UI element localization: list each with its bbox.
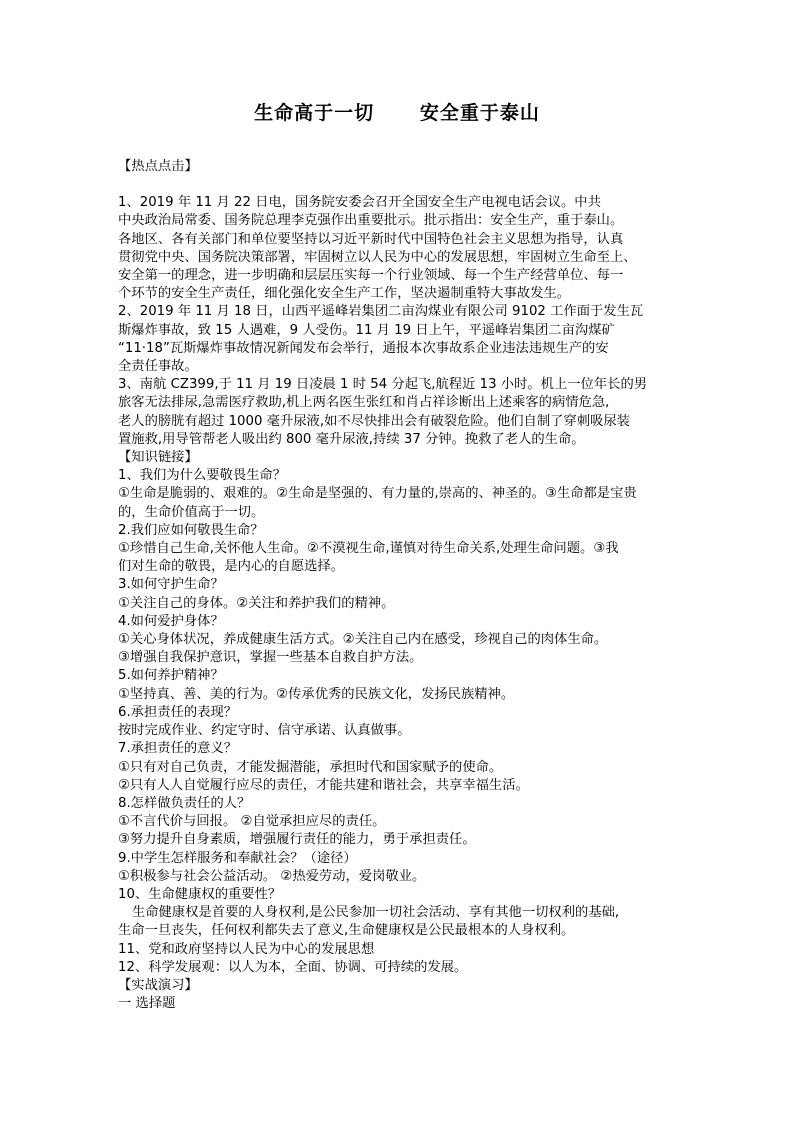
section-heading-practice: 【实战演习】 <box>118 977 198 993</box>
document-body <box>118 158 698 1013</box>
knowledge-line: 们对生命的敬畏，是内心的自愿选择。 <box>118 559 345 575</box>
knowledge-line: 3.如何守护生命？ <box>118 577 224 593</box>
knowledge-line: ①珍惜自己生命,关怀他人生命。②不漠视生命,谨慎对待生命关系,处理生命问题。③我 <box>118 541 619 557</box>
knowledge-line: 5.如何养护精神？ <box>118 668 224 684</box>
hot-line: “11·18”瓦斯爆炸事故情况新闻发布会举行，通报本次事故系企业违法违规生产的安 <box>118 340 609 356</box>
knowledge-line: 的，生命价值高于一切。 <box>118 504 265 520</box>
hot-line: 置施救,用导管帮老人吸出约 800 毫升尿液,持续 37 分钟。挽救了老人的生命。 <box>118 431 585 447</box>
knowledge-line: ③努力提升自身素质，增强履行责任的能力，勇于承担责任。 <box>118 832 476 848</box>
knowledge-line: 9.中学生怎样服务和奉献社会？（途径） <box>118 850 357 866</box>
knowledge-line: ③增强自我保护意识，掌握一些基本自救自护方法。 <box>118 650 423 666</box>
hot-line: 中央政治局常委、国务院总理李克强作出重要批示。批示指出：安全生产，重于泰山。 <box>118 213 624 229</box>
knowledge-line: 生命一旦丧失，任何权利都失去了意义,生命健康权是公民最根本的人身权利。 <box>118 923 575 939</box>
knowledge-line: 7.承担责任的意义？ <box>118 741 238 757</box>
hot-news-block <box>118 194 698 449</box>
hot-line: 1、2019 年 11 月 22 日电，国务院安委会召开全国安全生产电视电话会议。中共 <box>118 195 601 211</box>
hot-line: 3、南航 CZ399,于 11 月 19 日凌晨 1 时 54 分起飞,航程近 13 小时。机上一位年长的男 <box>118 377 648 393</box>
hot-line: 各地区、各有关部门和单位要坚持以习近平新时代中国特色社会主义思想为指导，认真 <box>118 231 624 247</box>
knowledge-line: ①生命是脆弱的、艰难的。②生命是坚强的、有力量的,崇高的、神圣的。③生命都是宝贵 <box>118 486 637 502</box>
knowledge-block <box>118 467 698 977</box>
knowledge-line: 2.我们应如何敬畏生命？ <box>118 522 264 538</box>
hot-line: 全责任事故。 <box>118 359 198 375</box>
knowledge-line: 12、科学发展观：以人为本，全面、协调、可持续的发展。 <box>118 959 468 975</box>
knowledge-line: 4.如何爱护身体？ <box>118 613 224 629</box>
page-title: 生命高于一切 安全重于泰山 <box>254 102 540 124</box>
hot-line: 安全第一的理念，进一步明确和层层压实每一个行业领域、每一个生产经营单位、每一 <box>118 268 624 284</box>
knowledge-line: ①关心身体状况，养成健康生活方式。②关注自己内在感受，珍视自己的肉体生命。 <box>118 632 608 648</box>
knowledge-line: 10、生命健康权的重要性？ <box>118 886 282 902</box>
knowledge-line: 1、我们为什么要敬畏生命？ <box>118 468 287 484</box>
knowledge-line: ②只有人人自觉履行应尽的责任，才能共建和谐社会，共享幸福生活。 <box>118 777 529 793</box>
hot-line: 个环节的安全生产责任，细化强化安全生产工作，坚决遏制重特大事故发生。 <box>118 286 571 302</box>
hot-line: 老人的膀胱有超过 1000 毫升尿液,如不尽快排出会有破裂危险。他们自制了穿刺吸尿装 <box>118 413 630 429</box>
knowledge-line: 6.承担责任的表现？ <box>118 704 238 720</box>
hot-line: 斯爆炸事故，致 15 人遇难，9 人受伤。11 月 19 日上午，平遥峰岩集团二亩沟煤矿 <box>118 322 615 338</box>
knowledge-line: 按时完成作业、约定守时、信守承诺、认真做事。 <box>118 723 411 739</box>
practice-subheading: 一 选择题 <box>118 996 176 1012</box>
hot-line: 2、2019 年 11 月 18 日，山西平遥峰岩集团二亩沟煤业有限公司 9102 工作面于发生瓦 <box>118 304 644 320</box>
hot-line: 贯彻党中央、国务院决策部署，牢固树立以人民为中心的发展思想，牢固树立生命至上、 <box>118 249 637 265</box>
section-heading-knowledge: 【知识链接】 <box>118 450 198 466</box>
section-heading-hot: 【热点点击】 <box>118 159 198 174</box>
knowledge-indent-line: 生命健康权是首要的人身权利,是公民参加一切社会活动、享有其他一切权利的基础, <box>132 905 620 921</box>
knowledge-line: 11、党和政府坚持以人民为中心的发展思想 <box>118 941 375 957</box>
knowledge-line: ①关注自己的身体。②关注和养护我们的精神。 <box>118 595 395 611</box>
knowledge-line: ①不言代价与回报。 ②自觉承担应尽的责任。 <box>118 814 386 830</box>
knowledge-line: ①坚持真、善、美的行为。②传承优秀的民族文化，发扬民族精神。 <box>118 686 515 702</box>
hot-line: 旅客无法排尿,急需医疗救助,机上两名医生张红和肖占祥诊断出上述乘客的病情危急, <box>118 395 610 411</box>
knowledge-line: ①只有对自己负责，才能发掘潜能，承担时代和国家赋予的使命。 <box>118 759 503 775</box>
knowledge-line: 8.怎样做负责任的人？ <box>118 795 251 811</box>
knowledge-line: ①积极参与社会公益活动。 ②热爱劳动，爱岗敬业。 <box>118 868 426 884</box>
